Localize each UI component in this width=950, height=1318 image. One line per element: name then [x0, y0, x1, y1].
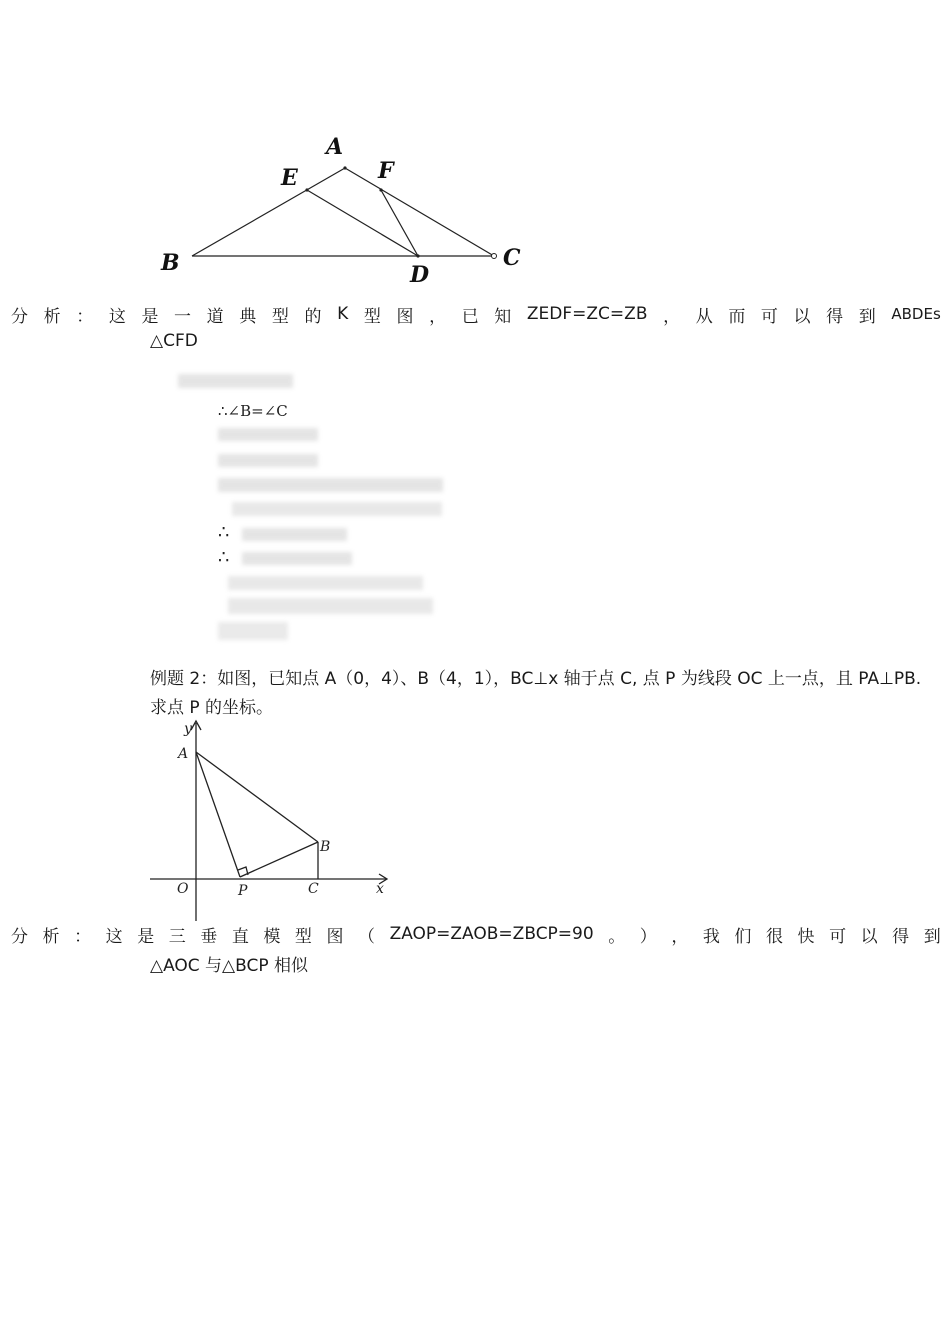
- point-A: [343, 166, 346, 169]
- analysis-1-token: 型: [271, 306, 289, 327]
- analysis-1-token: 得: [826, 306, 844, 327]
- label-A: A: [326, 134, 344, 160]
- label-A: A: [178, 746, 189, 762]
- analysis-1-token: 而: [728, 306, 746, 327]
- analysis-1-token: 典: [239, 306, 257, 327]
- label-D: D: [410, 262, 430, 288]
- analysis-1-token: ABDEs: [891, 305, 941, 323]
- therefore-symbol: ∴: [218, 522, 230, 543]
- segment-AP: [196, 752, 240, 877]
- analysis-1-token: ，: [663, 306, 681, 327]
- blurred-text-block: [228, 598, 433, 614]
- analysis-1-token: ZEDF=ZC=ZB: [526, 304, 648, 324]
- label-O: O: [177, 881, 189, 897]
- blurred-text-block: [178, 374, 293, 388]
- analysis-1-token: ，: [429, 306, 447, 327]
- analysis-1-token: 道: [206, 306, 224, 327]
- analysis-2-token: 垂: [200, 926, 218, 947]
- analysis-2-token: 快: [797, 926, 815, 947]
- label-B: B: [320, 839, 331, 855]
- analysis-2-token: 这: [105, 926, 123, 947]
- analysis-2-token: 是: [137, 926, 155, 947]
- analysis-2-token: 我: [702, 926, 720, 947]
- analysis-1-token: 析: [43, 306, 61, 327]
- segment-AB: [196, 752, 318, 842]
- analysis-2-token: 很: [765, 926, 783, 947]
- analysis-1-token: 图: [396, 306, 414, 327]
- analysis-1-token: ：: [76, 306, 94, 327]
- label-E: E: [281, 165, 298, 191]
- label-B: B: [161, 250, 180, 276]
- analysis-1-token: 分: [11, 306, 28, 327]
- analysis-1-token: 是: [141, 306, 159, 327]
- analysis-2-token: 们: [734, 926, 752, 947]
- analysis-1-token: 一: [174, 306, 192, 327]
- label-F: F: [378, 158, 394, 184]
- therefore-symbol: ∴: [218, 547, 230, 568]
- analysis-2-token: 以: [860, 926, 878, 947]
- analysis-1-token: 以: [793, 306, 811, 327]
- analysis-1-token: 已: [461, 306, 479, 327]
- analysis-1-token: 知: [494, 306, 512, 327]
- label-x: x: [376, 881, 384, 897]
- analysis-2-token: ）: [639, 926, 657, 947]
- analysis-2-token: 到: [923, 926, 941, 947]
- analysis-2-token: 。: [608, 926, 626, 947]
- analysis-2-token: ：: [74, 926, 92, 947]
- segment-AC: [345, 168, 494, 256]
- analysis-2-token: （: [358, 926, 376, 947]
- analysis-2-token: 析: [42, 926, 60, 947]
- blurred-text-block: [228, 576, 423, 590]
- point-F: [379, 188, 382, 191]
- analysis-2-continuation: △AOC 与△BCP 相似: [150, 956, 309, 976]
- blurred-text-block: [232, 502, 442, 516]
- example-2-text: 例题 2：如图，已知点 A（0，4）、B（4，1），BC⊥x 轴于点 C, 点 P 为线段 OC 上一点，且 PA⊥PB. 求点 P 的坐标。: [150, 669, 922, 718]
- label-C: C: [308, 881, 319, 897]
- segment-ED: [307, 190, 418, 256]
- analysis-1-continuation: △CFD: [150, 331, 198, 351]
- blurred-text-block: [218, 622, 288, 640]
- blurred-text-block: [242, 552, 352, 565]
- point-E: [305, 188, 308, 191]
- analysis-1-line: [11, 302, 941, 326]
- point-D: [416, 254, 419, 257]
- label-P: P: [238, 883, 248, 899]
- analysis-1-token: 的: [304, 306, 322, 327]
- figure-k-model: [150, 130, 540, 290]
- label-C: C: [503, 245, 521, 271]
- blurred-text-block: [242, 528, 347, 541]
- figure-coordinate-diagram: [140, 715, 400, 925]
- blurred-text-block: [218, 478, 443, 492]
- analysis-2-line: [11, 922, 941, 946]
- blurred-proof-image: [170, 372, 460, 652]
- analysis-2-token: 直: [231, 926, 249, 947]
- analysis-2-token: 型: [294, 926, 312, 947]
- analysis-2-token: ZAOP=ZAOB=ZBCP=90: [389, 924, 594, 944]
- analysis-2-token: ，: [671, 926, 689, 947]
- analysis-1-token: 这: [108, 306, 126, 327]
- analysis-2-token: 图: [326, 926, 344, 947]
- proof-line-angle: ∴∠B=∠C: [218, 402, 288, 420]
- analysis-2-token: 分: [11, 926, 28, 947]
- blurred-text-block: [218, 428, 318, 441]
- segment-PB: [240, 842, 318, 877]
- analysis-1-token: 到: [858, 306, 876, 327]
- point-C: [492, 254, 497, 259]
- analysis-2-token: 可: [829, 926, 847, 947]
- segment-BA: [192, 168, 345, 256]
- analysis-1-token: K: [337, 304, 349, 324]
- analysis-1-token: 型: [363, 306, 381, 327]
- analysis-1-token: 从: [695, 306, 713, 327]
- analysis-2-token: 三: [168, 926, 186, 947]
- analysis-2-token: 模: [263, 926, 281, 947]
- analysis-2-token: 得: [892, 926, 910, 947]
- blurred-text-block: [218, 454, 318, 467]
- analysis-1-token: 可: [760, 306, 778, 327]
- label-y: y: [184, 721, 192, 737]
